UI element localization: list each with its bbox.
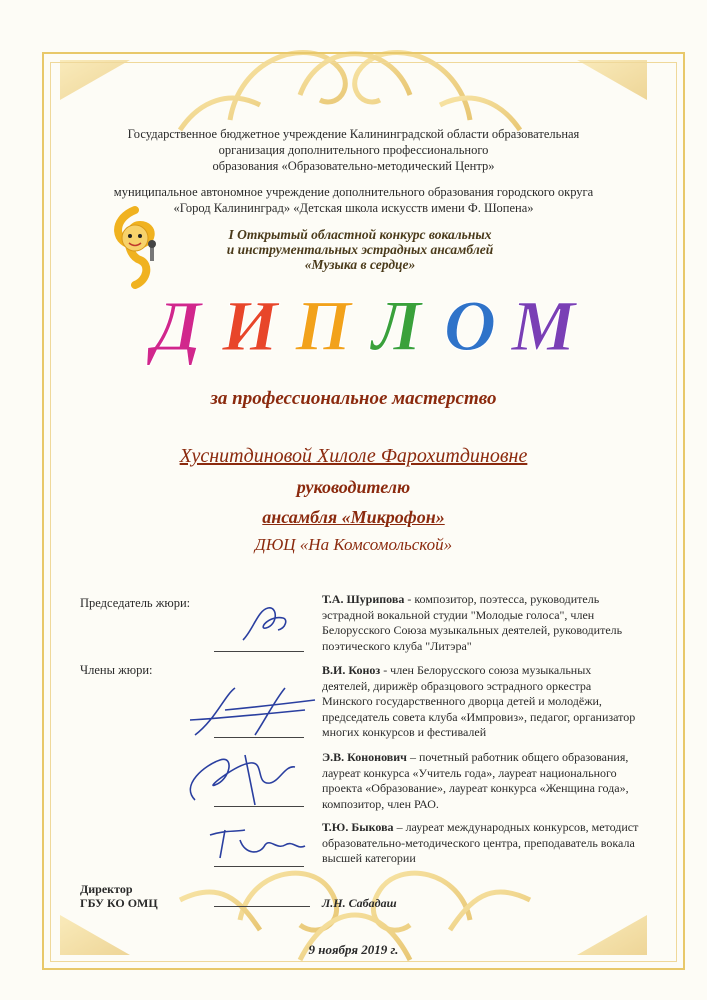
jury-description: - член Белорусского союза музыкальных деятелей, дирижёр образцового эстрадного оркестра Минского государственного дворца детей и молодёжи, председатель совета клуба «Импровиз», педагог, организатор многих конкурсов и фестивалей <box>322 663 636 739</box>
title-letter: М <box>511 286 576 366</box>
jury-entry <box>322 592 642 654</box>
org-line: Государственное бюджетное учреждение Калининградской области образовательная <box>127 127 580 141</box>
jury-entry <box>322 820 642 867</box>
title-letter: И <box>221 286 279 366</box>
recipient-school: ДЮЦ «На Комсомольской» <box>254 535 453 554</box>
title-letter: П <box>295 286 352 366</box>
recipient-role: руководителю <box>296 477 411 497</box>
org-line: муниципальное автономное учреждение дополнительного образования городского округа <box>113 185 594 199</box>
signature-line <box>214 906 310 907</box>
jury-name: Т.А. Шурипова <box>322 592 405 606</box>
director-name: Л.Н. Сабадаш <box>322 896 397 910</box>
director-title <box>80 882 158 910</box>
member-signature <box>185 680 325 740</box>
org-line: организация дополнительного профессионального <box>218 143 489 157</box>
jury-name: Э.В. Кононович <box>322 750 407 764</box>
contest-line: и инструментальных эстрадных ансамблей <box>226 242 494 257</box>
contest-line: I Открытый областной конкурс вокальных <box>228 227 492 242</box>
recipient-ensemble: ансамбля «Микрофон» <box>262 507 445 527</box>
title-letter: Л <box>371 286 422 366</box>
jury-description: – почетный работник общего образования, лауреат конкурса «Учитель года», лауреат национального проекта «Образование», лауреат конкурса «Женщина года», композитор, член РАО. <box>322 750 629 811</box>
contest-line: «Музыка в сердце» <box>304 257 416 272</box>
title-letter: Д <box>152 286 202 366</box>
jury-entry <box>322 750 642 812</box>
issue-date: 9 ноября 2019 г. <box>308 942 399 957</box>
jury-description: – лауреат международных конкурсов, методист образовательно-методического центра, преподаватель вокала высшей категории <box>322 820 639 865</box>
award-reason: за профессиональное мастерство <box>210 388 497 409</box>
member-signature <box>205 820 310 865</box>
director-title-line: ГБУ КО ОМЦ <box>80 896 158 910</box>
organization-block-1 <box>60 126 647 174</box>
signature-line <box>214 866 304 867</box>
jury-name: В.И. Коноз <box>322 663 381 677</box>
jury-entry <box>322 663 642 741</box>
contest-title <box>180 227 540 272</box>
member-signature <box>175 745 315 810</box>
title-letter: О <box>444 286 496 366</box>
director-title-line: Директор <box>80 882 133 896</box>
jury-name: Т.Ю. Быкова <box>322 820 394 834</box>
org-line: «Город Калининград» «Детская школа искусств имени Ф. Шопена» <box>173 201 534 215</box>
signature-line <box>214 651 304 652</box>
org-line: образования «Образовательно-методический Центр» <box>212 159 495 173</box>
chair-label: Председатель жюри: <box>80 596 191 610</box>
jury-description: - композитор, поэтесса, руководитель эстрадной вокальной студии "Молодые голоса", член Белорусского Союза музыкальных деятелей, руководитель поэтического клуба "Литэра" <box>322 592 623 653</box>
chair-signature <box>238 600 298 645</box>
diploma-heading <box>140 280 580 370</box>
recipient-name: Хуснитдиновой Хилоле Фарохитдиновне <box>179 445 528 467</box>
members-label: Члены жюри: <box>80 663 153 677</box>
